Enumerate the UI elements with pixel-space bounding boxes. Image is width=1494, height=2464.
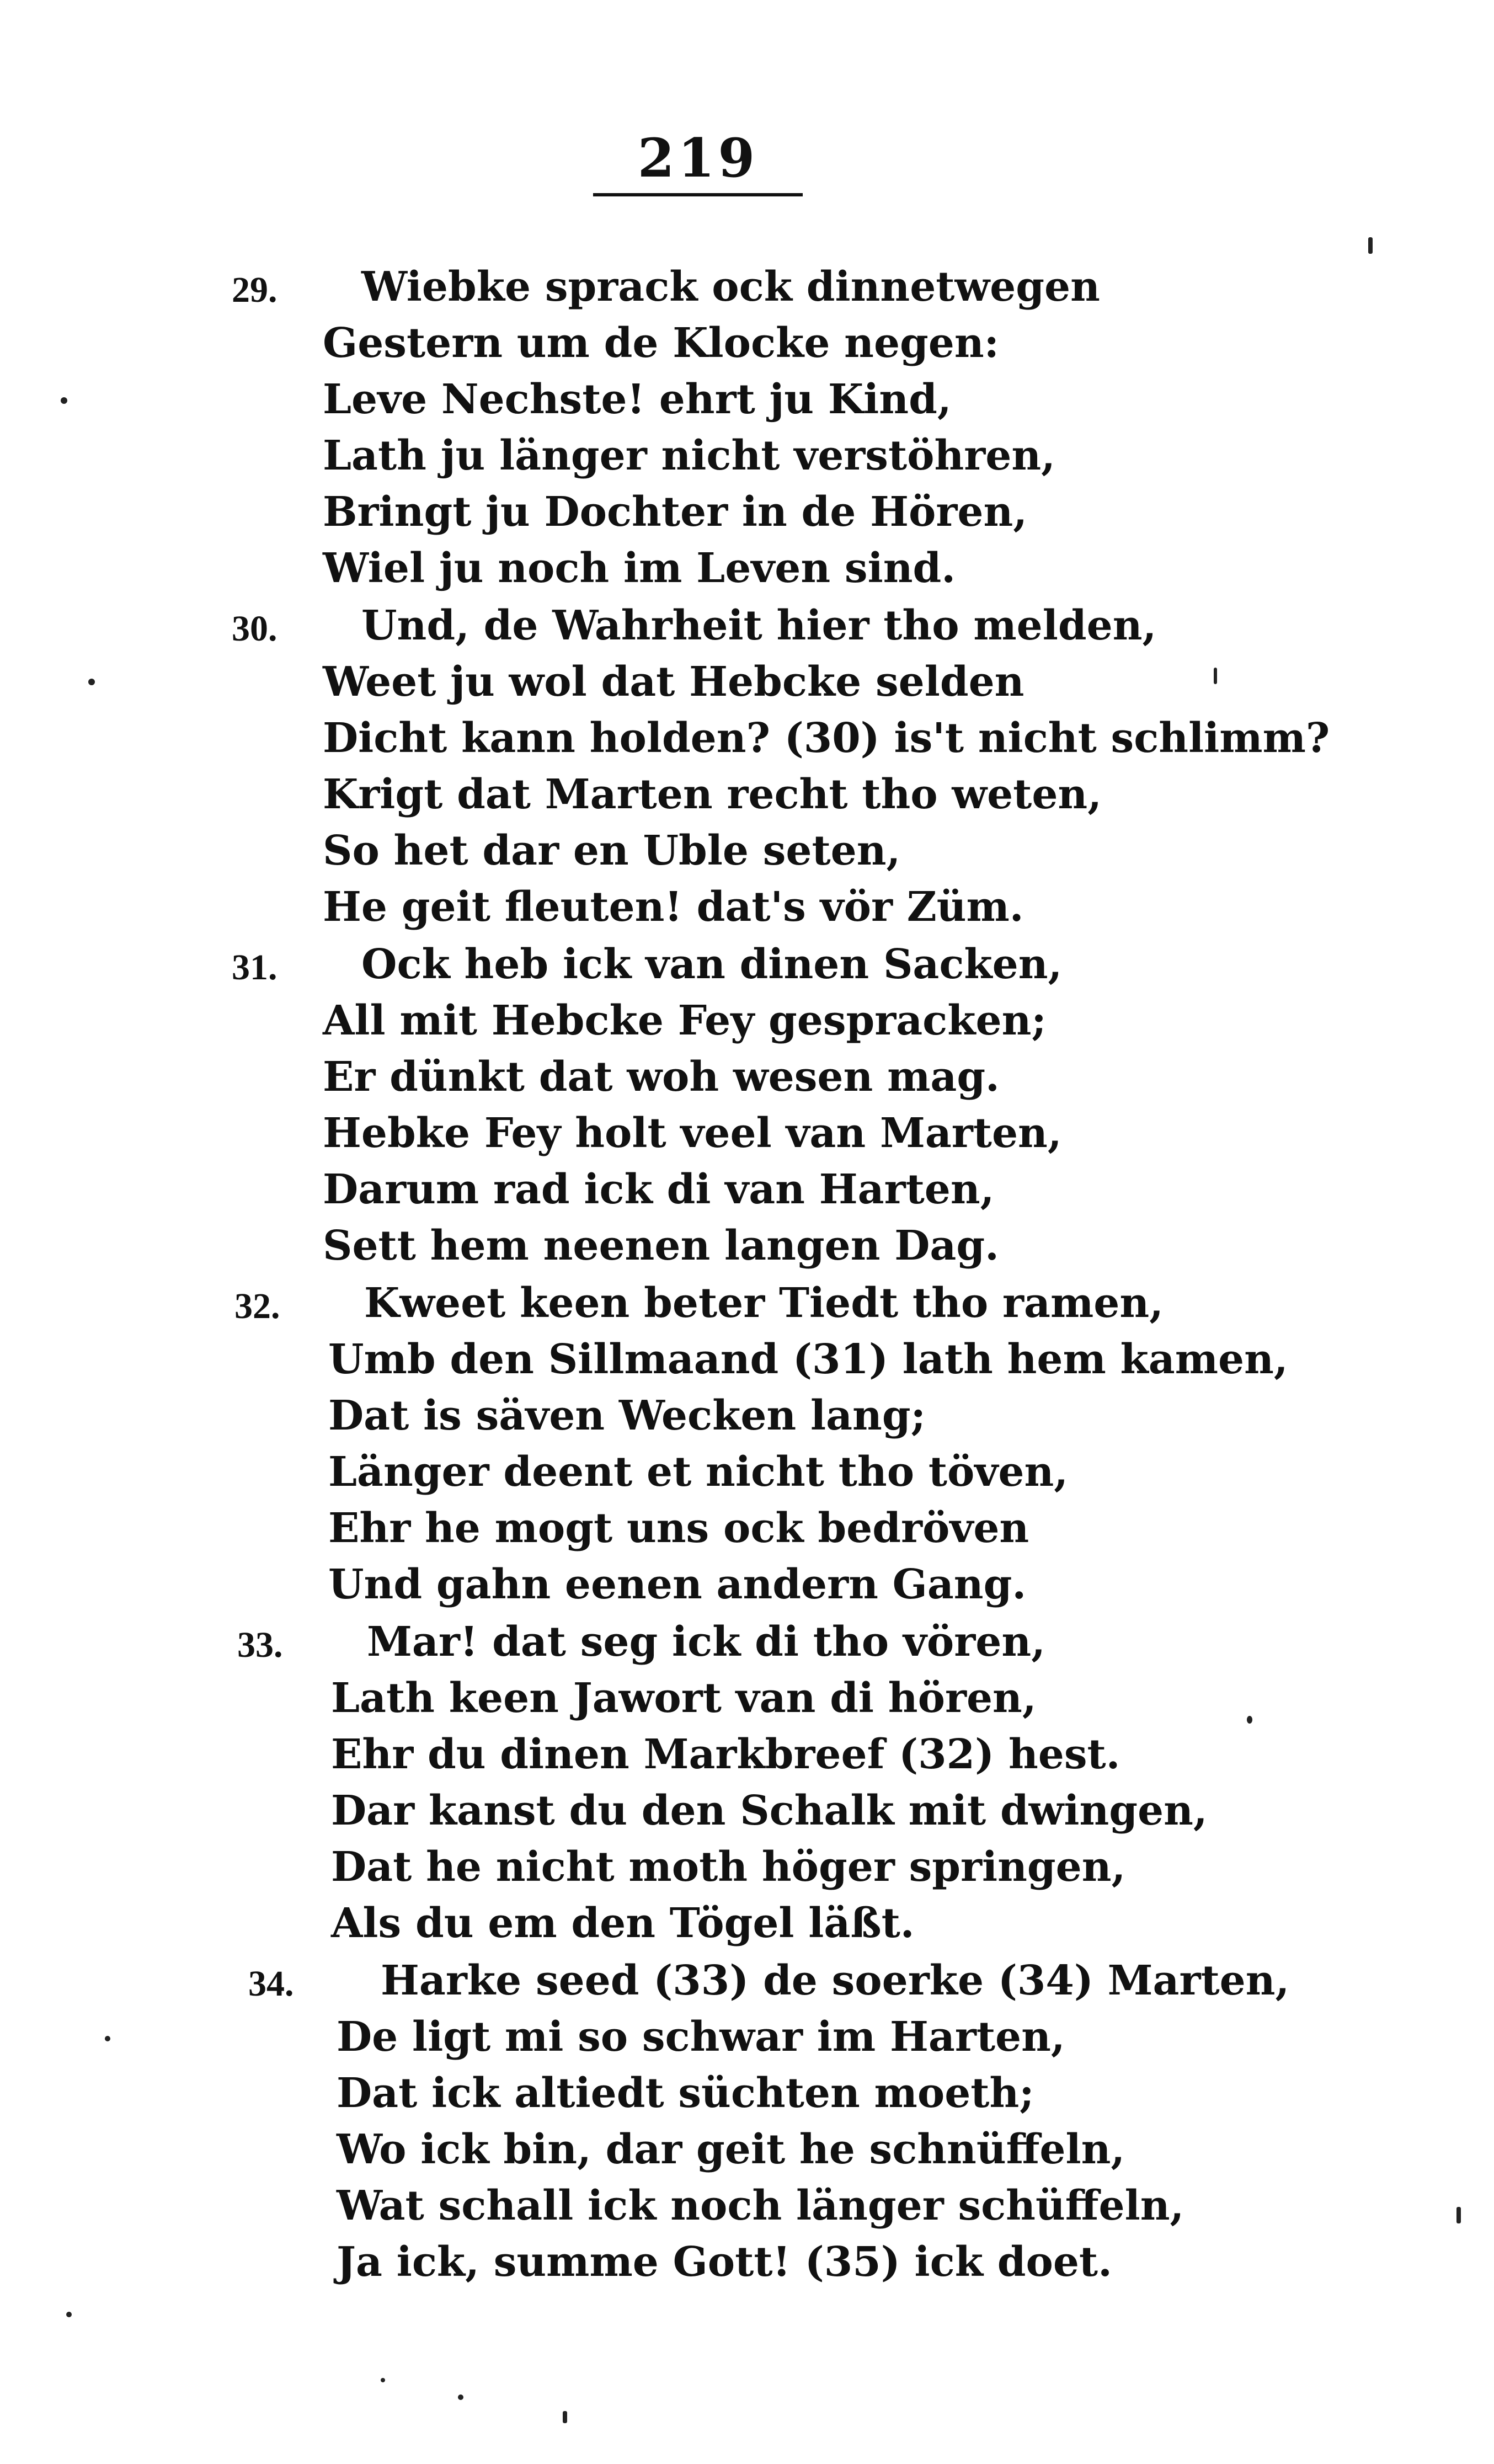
page-number-rule: [593, 193, 803, 196]
scan-speck: [61, 397, 67, 404]
verse-line: Ock heb ick van dinen Sacken,: [361, 941, 1063, 988]
verse-line: Gestern um de Klocke negen:: [323, 319, 999, 367]
verse-line: Lath keen Jawort van di hören,: [331, 1674, 1037, 1722]
verse-line: Leve Nechste! ehrt ju Kind,: [323, 376, 952, 423]
verse-line: Mar! dat seg ick di tho vören,: [367, 1618, 1045, 1666]
verse-line: Lath ju länger nicht verstöhren,: [323, 432, 1055, 479]
scan-speck: [381, 2378, 385, 2382]
scan-speck: [88, 679, 95, 685]
scan-speck: [105, 2036, 110, 2041]
verse-line: All mit Hebcke Fey gespracken;: [323, 997, 1047, 1044]
verse-line: Und gahn eenen andern Gang.: [328, 1561, 1027, 1608]
page-number: 219: [637, 127, 759, 189]
scan-speck: [458, 2394, 463, 2400]
verse-line: Harke seed (33) de soerke (34) Marten,: [381, 1957, 1290, 2004]
scan-speck: [563, 2411, 567, 2423]
stanza-number: 33.: [237, 1625, 283, 1665]
verse-line: Ja ick, summe Gott! (35) ick doet.: [337, 2238, 1112, 2286]
verse-line: Dicht kann holden? (30) is't nicht schlimm?: [323, 714, 1330, 762]
verse-line: Dar kanst du den Schalk mit dwingen,: [331, 1787, 1208, 1834]
scan-speck: [1368, 237, 1373, 254]
verse-line: Ehr he mogt uns ock bedröven: [328, 1505, 1029, 1552]
verse-line: Sett hem neenen langen Dag.: [323, 1222, 999, 1270]
verse-line: Er dünkt dat woh wesen mag.: [323, 1053, 1000, 1101]
verse-line: Wiebke sprack ock dinnetwegen: [361, 263, 1100, 311]
verse-line: Krigt dat Marten recht tho weten,: [323, 771, 1102, 818]
scan-speck: [1456, 2207, 1461, 2223]
verse-line: Als du em den Tögel läßt.: [331, 1900, 915, 1947]
verse-line: He geit fleuten! dat's vör Züm.: [323, 883, 1024, 931]
stanza-number: 34.: [248, 1964, 294, 2004]
verse-line: Und, de Wahrheit hier tho melden,: [361, 602, 1157, 649]
verse-line: Bringt ju Dochter in de Hören,: [323, 488, 1028, 536]
verse-line: Umb den Sillmaand (31) lath hem kamen,: [328, 1336, 1288, 1383]
verse-line: De ligt mi so schwar im Harten,: [337, 2013, 1065, 2061]
scan-speck: [1247, 1716, 1252, 1724]
verse-line: Wat schall ick noch länger schüffeln,: [337, 2182, 1184, 2230]
verse-line: Ehr du dinen Markbreef (32) hest.: [331, 1731, 1120, 1778]
verse-line: Wiel ju noch im Leven sind.: [323, 545, 956, 592]
verse-line: Hebke Fey holt veel van Marten,: [323, 1110, 1062, 1157]
stanza-number: 31.: [232, 947, 278, 988]
verse-line: So het dar en Uble seten,: [323, 827, 901, 874]
scan-speck: [1214, 668, 1217, 684]
verse-line: Dat he nicht moth höger springen,: [331, 1843, 1126, 1891]
stanza-number: 30.: [232, 609, 278, 649]
scan-speck: [66, 2312, 72, 2317]
verse-line: Kweet keen beter Tiedt tho ramen,: [364, 1279, 1164, 1327]
stanza-number: 29.: [232, 270, 278, 310]
verse-line: Dat is säven Wecken lang;: [328, 1392, 926, 1439]
verse-line: Dat ick altiedt süchten moeth;: [337, 2070, 1034, 2117]
verse-line: Darum rad ick di van Harten,: [323, 1166, 995, 1213]
stanza-number: 32.: [234, 1286, 280, 1326]
verse-line: Weet ju wol dat Hebcke selden: [323, 658, 1025, 706]
verse-line: Wo ick bin, dar geit he schnüffeln,: [337, 2126, 1125, 2173]
verse-line: Länger deent et nicht tho töven,: [328, 1448, 1069, 1496]
